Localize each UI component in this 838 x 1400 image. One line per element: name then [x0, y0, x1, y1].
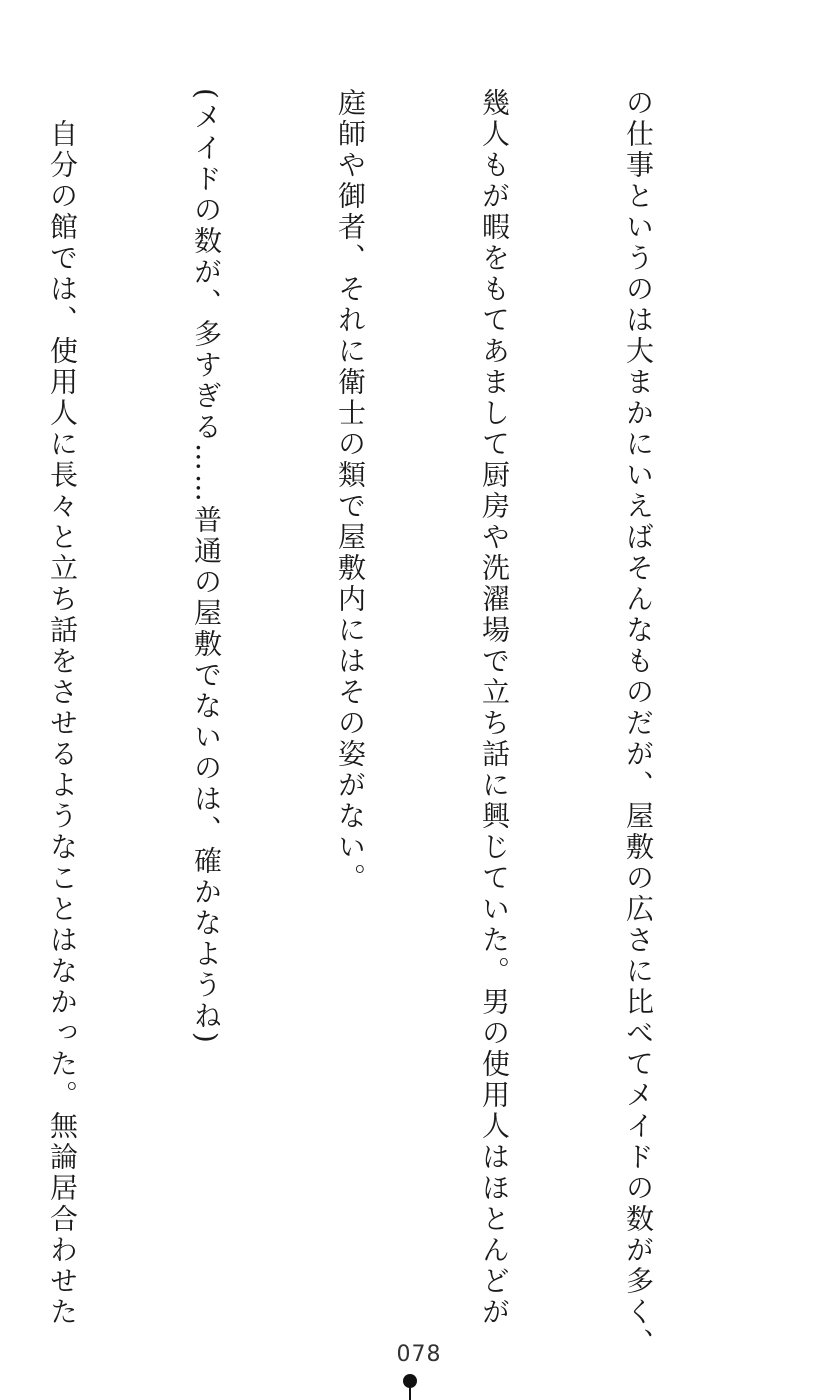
text-line: 幾人もが暇をもてあまして厨房や洗濯場で立ち話に興じていた。男の使用人はほとんどが [478, 88, 511, 1328]
page-number: 078 [396, 1342, 442, 1367]
text-line: の仕事というのは大まかにいえばそんなものだが、屋敷の広さに比べてメイドの数が多く、 [622, 88, 655, 1359]
text-line: 庭師や御者、それに衛士の類で屋敷内にはその姿がない。 [334, 88, 367, 894]
text-line: 自分の館では、使用人に長々と立ち話をさせるようなことはなかった。無論居合わせた [46, 88, 79, 1328]
marker-stem [409, 1386, 411, 1400]
page-marker-icon [403, 1374, 417, 1400]
text-line: (メイドの数が、多すぎる……普通の屋敷でないのは、確かなようね) [190, 88, 223, 1046]
